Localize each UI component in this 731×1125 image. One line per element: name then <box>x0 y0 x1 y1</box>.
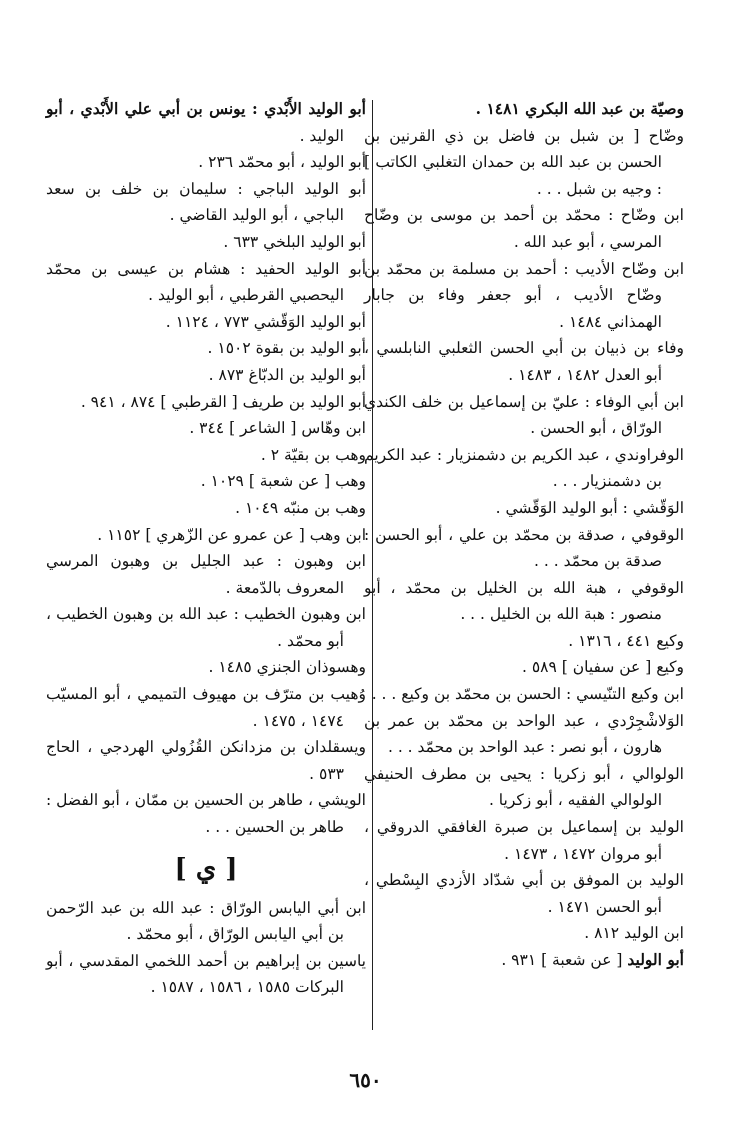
entry-text: أبو الوليد الوَقّشي ٧٧٣ ، ١١٢٤ . <box>165 312 366 331</box>
entry-text: أبو الوليد بن بقوة ١٥٠٢ . <box>207 339 366 358</box>
entry-text: ابن وضّاح الأديب : أحمد بن مسلمة بن محمّد بن وضّاح الأديب ، أبو جعفر وفاء بن جابار الهمذاني ١٤٨٤ . <box>364 259 684 331</box>
entry-text: أبو الوليد البلخي ٦٣٣ . <box>223 232 366 251</box>
index-entry <box>46 442 366 469</box>
entry-text: الوليد بن الموفق بن أبي شدّاد الأزدي البِسْطي ، أبو الحسن ١٤٧١ . <box>364 871 684 916</box>
index-entry <box>46 601 366 654</box>
entry-text: ابن أبي الوفاء : عليّ بن إسماعيل بن خلف الكندي الورّاق ، أبو الحسن . <box>364 392 684 438</box>
index-entry <box>46 948 366 1001</box>
entry-text: وهسوذان الجنزي ١٤٨٥ . <box>208 658 366 677</box>
index-entry <box>46 895 366 948</box>
index-entry <box>46 335 366 362</box>
entry-text: الوقوفي ، صدقة بن محمّد بن علي ، أبو الحسن : صدقة بن محمّد . . . <box>364 525 684 571</box>
index-entry <box>364 256 684 336</box>
index-entry <box>46 96 366 149</box>
entry-text: ابن وهّاس [ الشاعر ] ٣٤٤ . <box>189 419 366 438</box>
entry-text: ابن وهبون : عبد الجليل بن وهبون المرسي المعروف بالدّمعة . <box>46 552 366 597</box>
left-column <box>46 96 366 1001</box>
index-entry <box>364 522 684 575</box>
entry-text: ابن الوليد ٨١٢ . <box>584 924 684 943</box>
index-entry <box>46 522 366 549</box>
entry-text: ويسقلدان بن مزدانكن القُزُولي الهردجي ، الحاج ٥٣٣ . <box>46 738 366 783</box>
column-divider <box>372 100 373 1030</box>
index-entry <box>46 787 366 840</box>
index-entry <box>364 947 684 974</box>
entry-text: الولوالي ، أبو زكريا : يحيى بن مطرف الحنيفي الولوالي الفقيه ، أبو زكريا . <box>364 764 684 810</box>
index-entry <box>364 202 684 255</box>
index-entry <box>364 575 684 628</box>
index-entry <box>46 176 366 229</box>
index-entry <box>364 123 684 203</box>
entry-text: أبو الوليد بن الدبّاغ ٨٧٣ . <box>208 365 366 384</box>
left-column-entries-y <box>46 895 366 1001</box>
index-entry <box>46 415 366 442</box>
entry-text: الوليد بن إسماعيل بن صبرة الغافقي الدروقي ، أبو مروان ١٤٧٢ ، ١٤٧٣ . <box>364 818 684 863</box>
entry-text: الويشي ، طاهر بن الحسين بن ممّان ، أبو الفضل : طاهر بن الحسين . . . <box>46 791 366 837</box>
left-column-entries-w <box>46 96 366 841</box>
entry-text: الوقوفي ، هبة الله بن الخليل بن محمّد ، أبو منصور : هبة الله بن الخليل . . . <box>364 578 684 624</box>
entry-text: وُهيب بن مترّف بن مهيوف التميمي ، أبو المسيّب ١٤٧٤ ، ١٤٧٥ . <box>46 685 366 730</box>
section-heading-ya: [ ي ] <box>174 853 238 884</box>
entry-text: وكيع [ عن سفيان ] ٥٨٩ . <box>521 658 684 677</box>
entry-heading: وصيّة بن عبد الله البكري ١٤٨١ . <box>475 99 684 118</box>
entry-text: الوفراوندي ، عبد الكريم بن دشمنزيار : عبد الكريم بن دشمنزيار . . . <box>364 445 684 491</box>
entry-text: وهب بن منبّه ١٠٤٩ . <box>235 498 366 517</box>
index-entry <box>46 362 366 389</box>
entry-heading: أبو الوليد <box>627 950 684 969</box>
entry-text: أبو الوليد ، أبو محمّد ٢٣٦ . <box>198 153 366 172</box>
index-entry <box>46 149 366 176</box>
entry-text: الوَقّشي : أبو الوليد الوَقّشي . <box>495 498 684 517</box>
index-entry <box>364 335 684 388</box>
index-entry <box>364 389 684 442</box>
page-number: ٦٥٠ <box>349 1068 382 1092</box>
entry-text: أبو الوليد الحفيد : هشام بن عيسى بن محمّد اليحصبي القرطبي ، أبو الوليد . <box>46 259 366 305</box>
entry-heading: أبو الوليد الأَبْدي : يونس بن أبي علي الأَبْدي ، أبو <box>46 99 366 118</box>
index-entry <box>364 920 684 947</box>
index-entry <box>364 654 684 681</box>
index-entry <box>46 468 366 495</box>
index-entry <box>46 681 366 734</box>
entry-text: ياسين بن إبراهيم بن أحمد اللخمي المقدسي ، أبو البركات ١٥٨٥ ، ١٥٨٦ ، ١٥٨٧ . <box>46 951 366 997</box>
entry-text: وفاء بن ذبيان بن أبي الحسن الثعلبي النابلسي ، أبو العدل ١٤٨٢ ، ١٤٨٣ . <box>364 339 684 384</box>
entry-text: وضّاح [ بن شبل بن فاضل بن ذي القرنين بن الحسن بن عبد الله بن حمدان التغلبي الكاتب ] : وجيه بن شبل . . . <box>364 126 684 198</box>
index-entry <box>46 229 366 256</box>
entry-text: وهب [ عن شعبة ] ١٠٢٩ . <box>200 472 366 491</box>
entry-text: الوَلاشْجِرْدي ، عبد الواحد بن محمّد بن عمر بن هارون ، أبو نصر : عبد الواحد بن محمّد . . . <box>364 711 684 757</box>
entry-text: [ عن شعبة ] ٩٣١ . <box>501 951 628 969</box>
index-entry <box>46 389 366 416</box>
index-entry <box>364 495 684 522</box>
entry-text: الوليد . <box>299 126 344 145</box>
index-entry <box>364 867 684 920</box>
index-entry <box>364 814 684 867</box>
entry-text: ابن وكيع التنّيسي : الحسن بن محمّد بن وكيع . . . <box>371 685 684 704</box>
entry-text: وكيع ٤٤١ ، ١٣١٦ . <box>568 631 684 650</box>
entry-text: ابن أبي اليابس الورّاق : عبد الله بن عبد الرّحمن بن أبي اليابس الورّاق ، أبو محمّد . <box>46 898 366 944</box>
entry-text: ابن وهبون الخطيب : عبد الله بن وهبون الخطيب ، أبو محمّد . <box>46 605 366 650</box>
entry-text: ابن وضّاح : محمّد بن أحمد بن موسى بن وضّاح المرسي ، أبو عبد الله . <box>364 206 684 251</box>
index-entry <box>364 708 684 761</box>
index-entry <box>46 495 366 522</box>
index-entry <box>46 548 366 601</box>
index-entry <box>364 96 684 123</box>
index-entry <box>364 628 684 655</box>
entry-text: وهب بن بقيّة ٢ . <box>260 445 366 464</box>
index-entry <box>364 442 684 495</box>
right-column <box>364 96 684 974</box>
entry-text: أبو الوليد الباجي : سليمان بن خلف بن سعد الباجي ، أبو الوليد القاضي . <box>46 179 366 225</box>
index-entry <box>364 681 684 708</box>
index-entry <box>46 309 366 336</box>
index-entry <box>364 761 684 814</box>
entry-text: ابن وهب [ عن عمرو عن الزّهري ] ١١٥٢ . <box>97 525 366 544</box>
index-entry <box>46 654 366 681</box>
index-entry <box>46 256 366 309</box>
index-entry <box>46 734 366 787</box>
entry-text: أبو الوليد بن طريف [ القرطبي ] ٨٧٤ ، ٩٤١ . <box>80 392 366 411</box>
